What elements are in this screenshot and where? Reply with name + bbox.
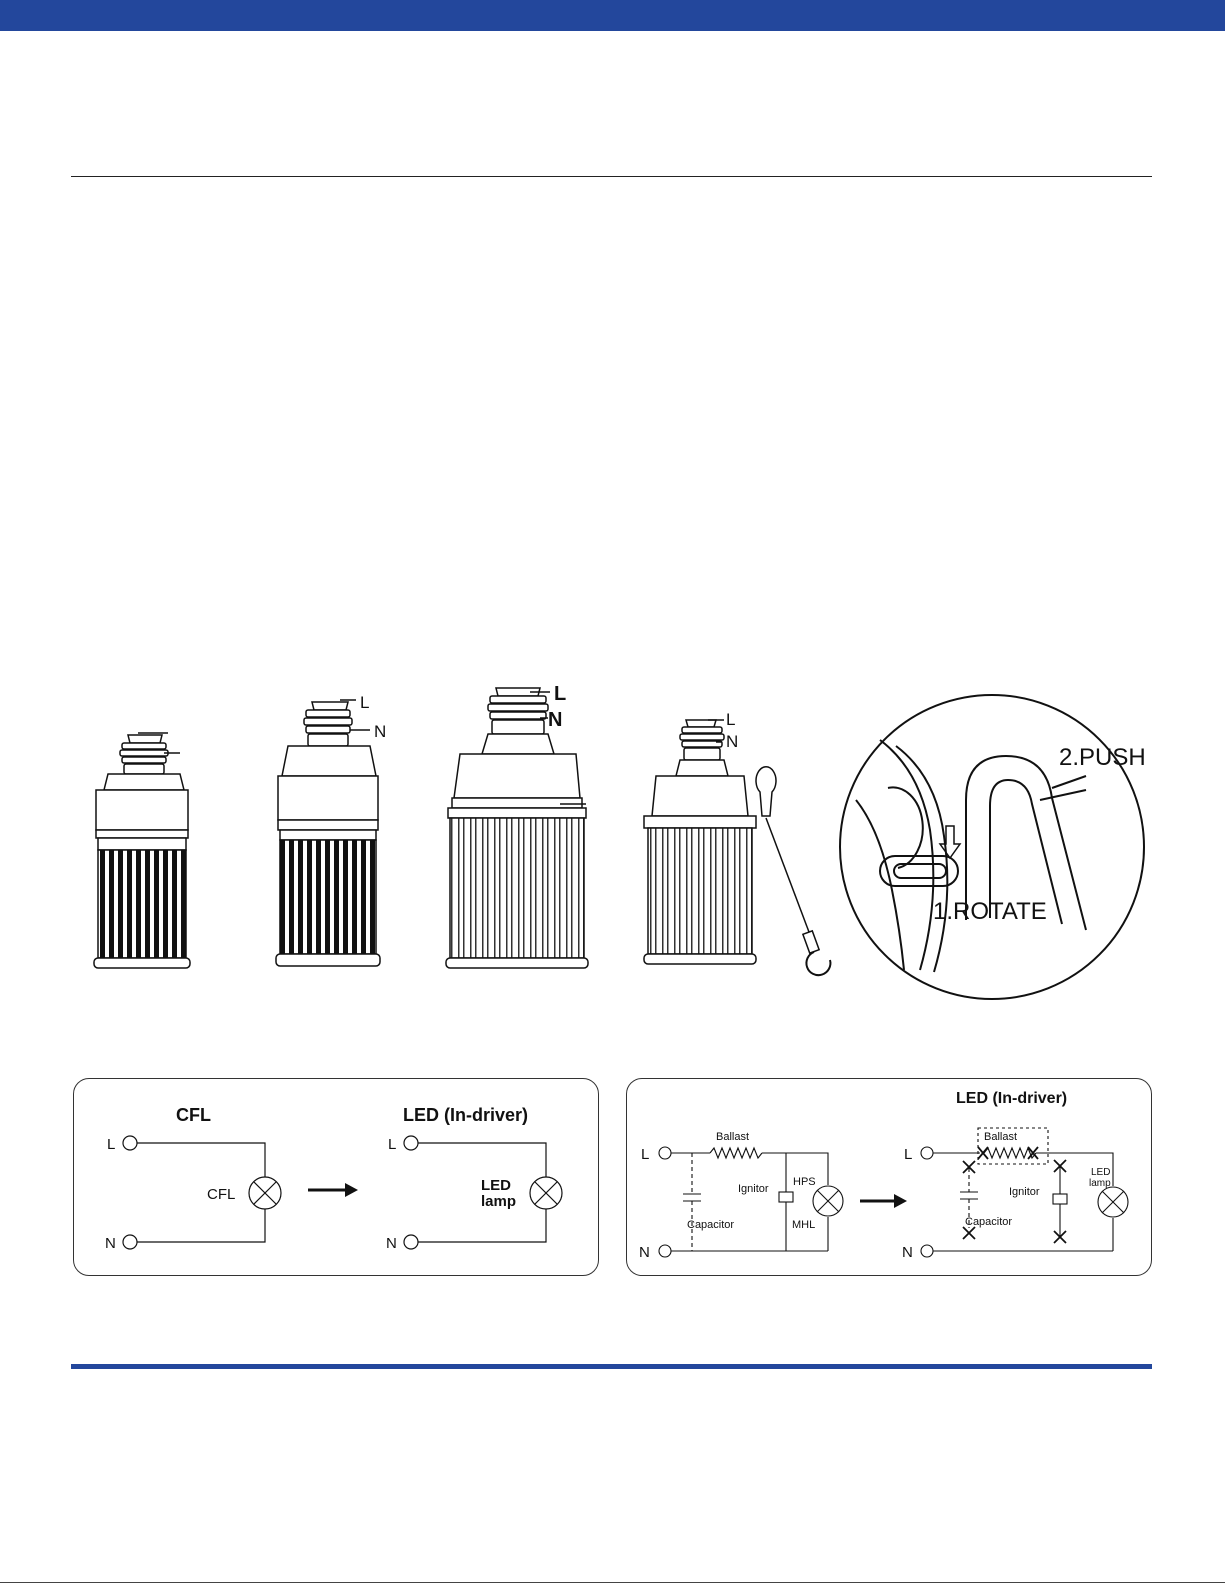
lamp-2-illustration <box>276 700 380 966</box>
footer-rule <box>71 1364 1152 1369</box>
lamp-1-illustration <box>94 733 190 968</box>
hid-ignitor-label: Ignitor <box>738 1183 769 1195</box>
hid-capacitor-label: Capacitor <box>687 1219 735 1231</box>
hid-from-l-terminal: L <box>641 1146 650 1163</box>
safety-hook-detail <box>840 695 1144 999</box>
hid-to-n-terminal: N <box>902 1244 913 1261</box>
hid-to-l-terminal: L <box>904 1146 913 1163</box>
hid-to-lamp-label-1: LED <box>1091 1167 1111 1178</box>
cfl-to-lamp-label-1: LED <box>481 1177 511 1194</box>
cfl-from-title: CFL <box>176 1105 211 1125</box>
lamp-3-neutral-label: N <box>548 709 563 731</box>
hid-to-title: LED (In-driver) <box>956 1090 1068 1107</box>
lamp-2-neutral-label: N <box>374 722 387 741</box>
hid-hps-label: HPS <box>793 1176 816 1188</box>
hid-to-ignitor-label: Ignitor <box>1009 1186 1040 1198</box>
hid-to-lamp-label-2: lamp <box>1089 1178 1111 1189</box>
push-label: 2.PUSH <box>1059 744 1146 771</box>
hid-wiring-diagram <box>626 1078 1152 1276</box>
lamp-4-line-label: L <box>726 710 736 729</box>
hid-mhl-label: MHL <box>792 1219 816 1231</box>
hid-from-n-terminal: N <box>639 1244 650 1261</box>
header-rule <box>71 176 1152 177</box>
lamp-4-neutral-label: N <box>726 732 739 751</box>
cfl-to-n-terminal: N <box>386 1235 397 1252</box>
hid-to-ballast-label: Ballast <box>984 1131 1018 1143</box>
page-bottom-rule <box>0 1582 1225 1583</box>
cfl-to-lamp-label-2: lamp <box>481 1193 517 1210</box>
cfl-to-l-terminal: L <box>388 1136 397 1153</box>
cfl-wiring-diagram <box>73 1078 599 1276</box>
lamp-3-illustration <box>446 688 588 968</box>
lamp-4-illustration <box>644 720 830 975</box>
cfl-to-title: LED (In-driver) <box>403 1105 529 1125</box>
cfl-from-n-terminal: N <box>105 1235 116 1252</box>
lamp-illustrations <box>0 680 1225 980</box>
lamp-3-line-label: L <box>554 683 567 705</box>
cfl-from-l-terminal: L <box>107 1136 116 1153</box>
rotate-label: 1.ROTATE <box>933 898 1047 925</box>
lamp-2-line-label: L <box>360 693 370 712</box>
cfl-from-lamp-label: CFL <box>207 1186 236 1203</box>
header-bar <box>0 0 1225 31</box>
hid-ballast-label: Ballast <box>716 1131 750 1143</box>
hid-to-capacitor-label: Capacitor <box>965 1216 1013 1228</box>
